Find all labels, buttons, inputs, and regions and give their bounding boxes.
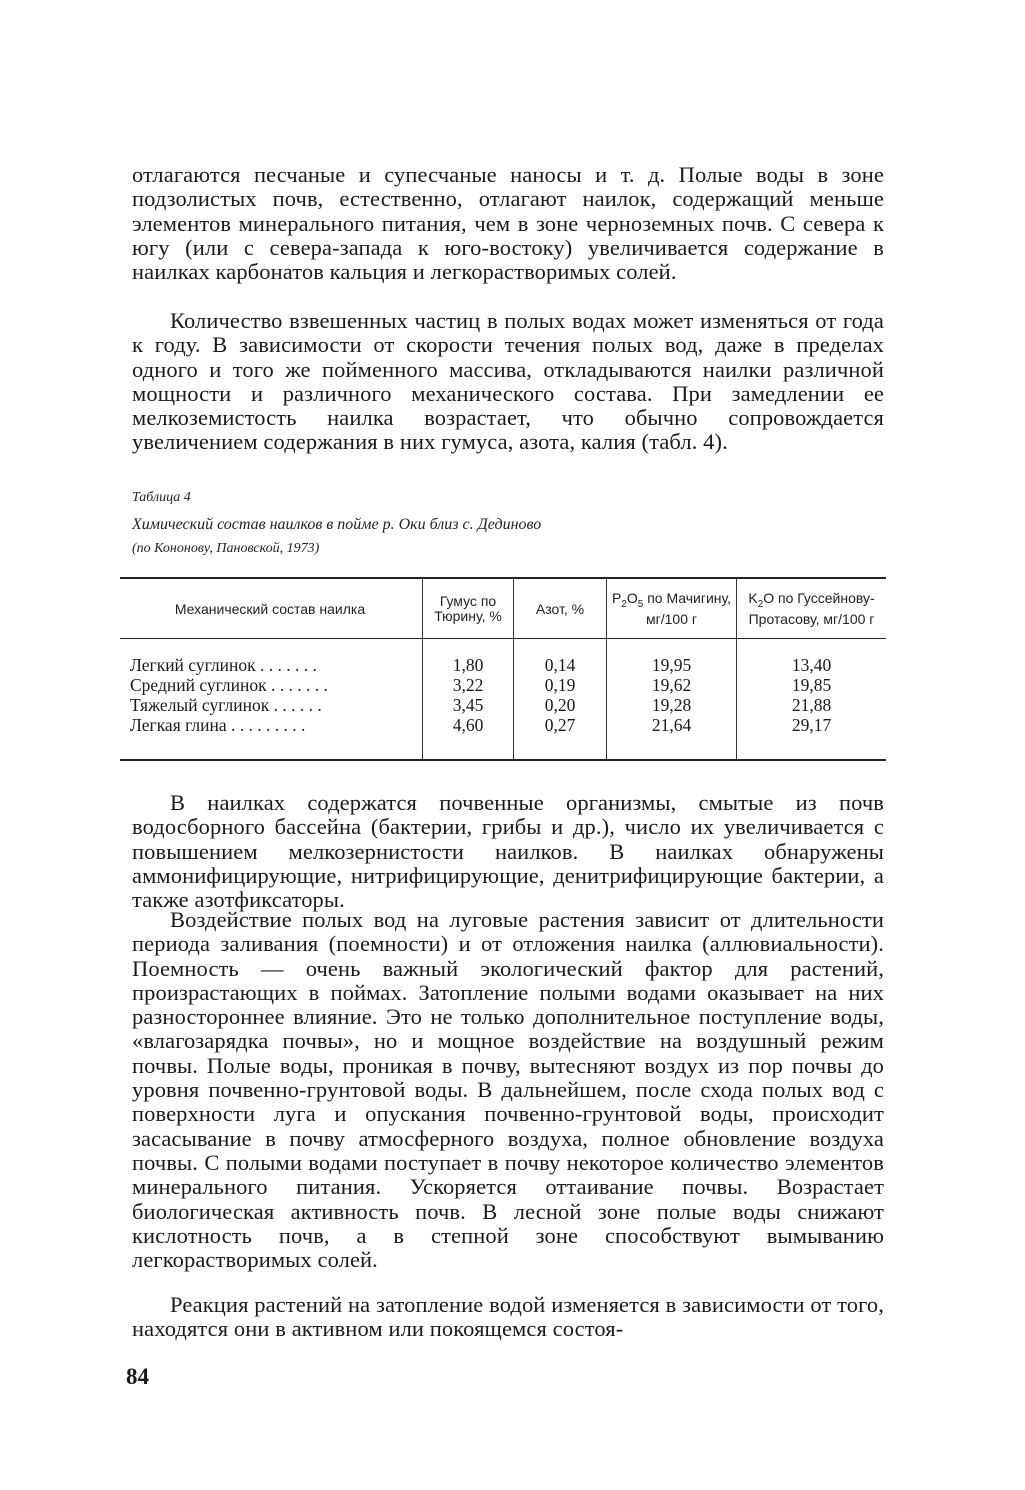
o-subscript: 5: [637, 598, 644, 610]
paragraph-5-text: Реакция растений на затопление водой изменяется в зависимости от того, находятся они в активном или покоящемся состоя-: [132, 1292, 884, 1342]
table-cell-name: Тяжелый суглинок . . . . . .: [130, 695, 322, 715]
k-subscript: 2: [757, 598, 764, 610]
table-title: Химический состав наилков в пойме р. Оки близ с. Дединово: [132, 516, 542, 533]
header-nitrogen: Азот, %: [535, 600, 585, 617]
table-header-rule: [120, 638, 886, 639]
header-k2o-text: [737, 591, 886, 627]
k2o-method: O по Гуссейнову-Протасову, мг/100 г: [748, 590, 875, 627]
table-cell-name: Легкая глина . . . . . . . . .: [130, 715, 306, 735]
column-humus: [423, 655, 513, 735]
table-cell-humus: 1,80: [452, 655, 484, 675]
table-cell-k2o: 19,85: [791, 675, 832, 695]
paragraph-4-text: Воздействие полых вод на луговые растения зависит от длительности периода заливания (поемности) и от отложения наилка (аллювиальности). Поемность — очень важный экологический фактор для растений, произрастающих в поймах. Затопление полыми водами оказывает на них разностороннее влияние. Это не только дополнительное поступление воды, «влагозарядка почвы», но и мощное воздействие на воздушный режим почвы. Полые воды, проникая в почву, вытесняют воздух из пор почвы до уровня почвенно-грунтовой воды. В дальнейшем, после схода полых вод с поверхности луга и опускания почвенно-грунтовой воды, происходит засасывание в почву атмосферного воздуха, полное обновление воздуха почвы. С полыми водами поступает в почву некоторое количество элементов минерального питания. Ускоряется оттаивание почвы. Возрастает биологическая активность почв. В лесной зоне полые воды снижают кислотность почв, а в степной зоне способствуют вымыванию легкорастворимых солей.: [132, 907, 884, 1273]
paragraph-3: [132, 791, 884, 912]
table-cell-name: Легкий суглинок . . . . . . .: [130, 655, 317, 675]
table-cell-humus: 3,22: [452, 675, 484, 695]
table-cell-nitrogen: 0,14: [544, 655, 576, 675]
p-subscript: 2: [621, 598, 627, 610]
table-cell-p2o5: 19,62: [651, 675, 692, 695]
table-cell-k2o: 29,17: [791, 715, 832, 735]
table-cell-nitrogen: 0,19: [544, 675, 576, 695]
table-cell-humus: 3,45: [452, 695, 484, 715]
table-label: Таблица 4: [132, 490, 191, 505]
column-p2o5: [607, 655, 736, 735]
table-cell-name: Средний суглинок . . . . . . .: [130, 675, 328, 695]
page-number: 84: [126, 1364, 149, 1389]
column-name: [130, 655, 422, 735]
table-cell-nitrogen: 0,20: [544, 695, 576, 715]
p-symbol: P: [611, 590, 622, 607]
table-cell-p2o5: 19,95: [651, 655, 692, 675]
paragraph-4: [132, 908, 884, 1272]
header-humus: Гумус по Тюрину, %: [434, 593, 502, 624]
column-k2o: [737, 655, 886, 735]
paragraph-5: [132, 1293, 884, 1342]
table-cell-p2o5: 19,28: [651, 695, 692, 715]
o-symbol: O: [626, 590, 638, 607]
header-name: Механический состав наилка: [174, 600, 366, 617]
table-cell-nitrogen: 0,27: [544, 715, 576, 735]
paragraph-2: [132, 309, 884, 455]
table-bottom-rule: [120, 759, 886, 761]
table-cell-p2o5: 21,64: [651, 715, 692, 735]
table-cell-k2o: 13,40: [791, 655, 832, 675]
soil-composition-table: [120, 577, 886, 762]
p2o5-method: по Мачигину, мг/100 г: [643, 590, 732, 627]
header-p2o5: [607, 581, 736, 637]
table-top-rule: [120, 577, 886, 579]
table-source: (по Кононову, Пановской, 1973): [132, 541, 320, 556]
paragraph-3-text: В наилках содержатся почвенные организмы, смытые из почв водосборного бассейна (бактерии, грибы и др.), число их увеличивается с повышением мелкозернистости наилков. В наилках обнаружены аммонифицирующие, нитрифицирующие, денитрифицирующие бактерии, а также азотфиксаторы.: [132, 790, 884, 913]
table-cell-k2o: 21,88: [791, 695, 832, 715]
table-cell-humus: 4,60: [452, 715, 484, 735]
header-k2o: [737, 581, 886, 637]
column-nitrogen: [514, 655, 606, 735]
k-symbol: K: [748, 590, 758, 607]
paragraph-2-text: Количество взвешенных частиц в полых водах может изменяться от года к году. В зависимости от скорости течения полых вод, даже в пределах одного и того же пойменного массива, откладываются наилки различной мощности и различного механического состава. При замедлении ее мелкоземистость наилка возрастает, что обычно сопровождается увеличением содержания в них гумуса, азота, калия (табл. 4).: [132, 308, 884, 455]
paragraph-1: отлагаются песчаные и супесчаные наносы и т. д. Полые воды в зоне подзолистых почв, естественно, отлагают наилок, содержащий меньше элементов минерального питания, чем в зоне черноземных почв. С севера к югу (или с севера-запада к юго-востоку) увеличивается содержание в наилках карбонатов кальция и легкорастворимых солей.: [132, 162, 884, 285]
header-p2o5-text: [607, 591, 736, 627]
